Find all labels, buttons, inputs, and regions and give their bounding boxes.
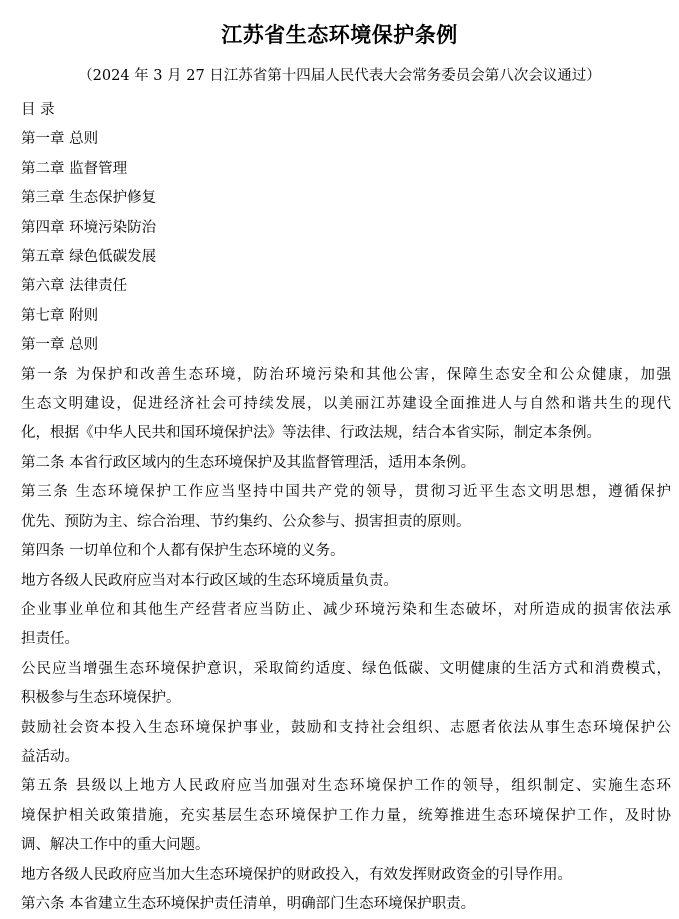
paragraph-line: 第二条 本省行政区域内的生态环境保护及其监督管理活，适用本条例。	[21, 454, 476, 471]
paragraph-line: 化，根据《中华人民共和国环境保护法》等法律、行政法规，结合本省实际，制定本条例。	[21, 425, 601, 442]
paragraph-line: 优先、预防为主、综合治理、节约集约、公众参与、损害担责的原则。	[21, 513, 471, 530]
toc-item: 第二章 监督管理	[21, 160, 128, 177]
document-body	[21, 96, 671, 919]
toc-heading: 目 录	[21, 102, 55, 118]
paragraph-line: 地方各级人民政府应当加大生态环境保护的财政投入，有效发挥财政资金的引导作用。	[21, 866, 572, 883]
paragraph-line: 地方各级人民政府应当对本行政区域的生态环境质量负责。	[21, 572, 398, 589]
chapter-heading: 第一章 总则	[21, 337, 99, 354]
paragraph-line: 积极参与生态环境保护。	[21, 690, 181, 707]
paragraph-line: 第五条 县级以上地方人民政府应当加强对生态环境保护工作的领导，组织制定、实施生态环	[21, 778, 671, 795]
paragraph-line: 益活动。	[21, 748, 79, 765]
toc-item: 第五章 绿色低碳发展	[21, 249, 157, 266]
toc-item: 第六章 法律责任	[21, 278, 128, 295]
paragraph-line: 企业事业单位和其他生产经营者应当防止、减少环境污染和生态破坏，对所造成的损害依法承	[21, 601, 671, 618]
paragraph-line: 第六条 本省建立生态环境保护责任清单，明确部门生态环境保护职责。	[21, 895, 476, 912]
paragraph-line: 担责任。	[21, 631, 79, 648]
paragraph-line: 第四条 一切单位和个人都有保护生态环境的义务。	[21, 543, 345, 560]
paragraph-line: 公民应当增强生态环境保护意识，采取简约适度、绿色低碳、文明健康的生活方式和消费模式，	[21, 660, 671, 677]
paragraph-line: 境保护相关政策措施，充实基层生态环境保护工作力量，统筹推进生态环境保护工作，及时协	[21, 807, 671, 824]
paragraph-line: 第一条 为保护和改善生态环境，防治环境污染和其他公害，保障生态安全和公众健康，加强	[21, 366, 671, 383]
paragraph-line: 调、解决工作中的重大问题。	[21, 837, 210, 854]
toc-item: 第三章 生态保护修复	[21, 190, 157, 207]
toc-item: 第一章 总则	[21, 131, 99, 148]
toc-item: 第四章 环境污染防治	[21, 219, 157, 236]
paragraph-line: 第三条 生态环境保护工作应当坚持中国共产党的领导，贯彻习近平生态文明思想，遵循保护	[21, 484, 671, 501]
paragraph-line: 鼓励社会资本投入生态环境保护事业，鼓励和支持社会组织、志愿者依法从事生态环境保护公	[21, 719, 671, 736]
document-title: 江苏省生态环境保护条例	[221, 23, 458, 47]
document-subtitle: （2024 年 3 月 27 日江苏省第十四届人民代表大会常务委员会第八次会议通过）	[78, 68, 601, 84]
toc-item: 第七章 附则	[21, 307, 99, 324]
paragraph-line: 生态文明建设，促进经济社会可持续发展，以美丽江苏建设全面推进人与自然和谐共生的现代	[21, 396, 671, 413]
